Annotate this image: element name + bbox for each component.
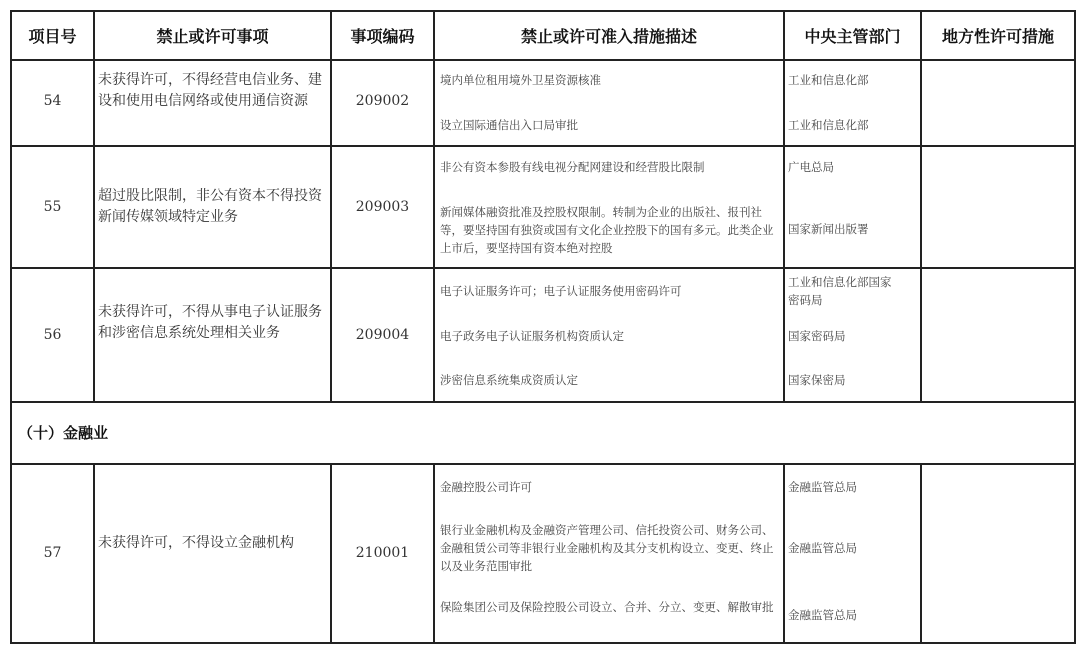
row-55-desc-1: 非公有资本参股有线电视分配网建设和经营股比限制 (440, 160, 705, 174)
row-56-desc-3: 涉密信息系统集成资质认定 (440, 373, 578, 387)
header-description: 禁止或许可准入措施描述 (520, 26, 697, 46)
row-57-dept-2: 金融监管总局 (788, 541, 857, 555)
header-project-no: 项目号 (28, 26, 77, 46)
row-56-dept-1: 工业和信息化部国家密码局 (788, 275, 892, 307)
col-divider (920, 463, 922, 644)
row-56-dept-3: 国家保密局 (788, 373, 846, 387)
header-item: 禁止或许可事项 (156, 26, 269, 46)
row-57-desc-1: 金融控股公司许可 (440, 480, 532, 494)
row-divider (10, 401, 1076, 403)
row-56-code: 209004 (355, 327, 410, 343)
col-divider (783, 463, 785, 644)
header-central-dept: 中央主管部门 (804, 26, 901, 46)
row-54-dept-2: 工业和信息化部 (788, 118, 869, 132)
row-57-desc-2: 银行业金融机构及金融资产管理公司、信托投资公司、财务公司、金融租赁公司等非银行业金融机构及其分支机构设立、变更、终止以及业务范围审批 (440, 523, 774, 573)
section-divider (10, 463, 1076, 465)
row-55-code: 209003 (355, 199, 410, 215)
row-56-no: 56 (43, 327, 62, 343)
section-heading-finance: （十）金融业 (18, 424, 109, 442)
row-54-desc-2: 设立国际通信出入口局审批 (440, 118, 578, 132)
table-border-right (1074, 10, 1076, 644)
row-56-dept-2: 国家密码局 (788, 329, 846, 343)
col-divider (783, 10, 785, 402)
row-56-item: 未获得许可，不得从事电子认证服务和涉密信息系统处理相关业务 (98, 304, 322, 341)
col-divider (93, 10, 95, 402)
row-54-code: 209002 (355, 93, 410, 109)
row-57-desc-3: 保险集团公司及保险控股公司设立、合并、分立、变更、解散审批 (440, 600, 774, 614)
row-57-code: 210001 (355, 545, 410, 561)
row-55-dept-2: 国家新闻出版署 (788, 222, 869, 236)
row-57-no: 57 (43, 545, 62, 561)
row-divider (10, 145, 1076, 147)
col-divider (93, 463, 95, 644)
row-55-no: 55 (43, 199, 62, 215)
col-divider (433, 463, 435, 644)
table-border-bottom (10, 642, 1076, 644)
row-56-desc-2: 电子政务电子认证服务机构资质认定 (440, 329, 624, 343)
row-54-item: 未获得许可，不得经营电信业务、建设和使用电信网络或使用通信资源 (98, 72, 322, 109)
row-55-desc-2: 新闻媒体融资批准及控股权限制。转制为企业的出版社、报刊社等，要坚持国有独资或国有文化企业控股下的国有多元。此类企业上市后，要坚持国有资本绝对控股 (440, 205, 774, 255)
header-code: 事项编码 (350, 26, 415, 46)
row-55-dept-1: 广电总局 (788, 160, 834, 174)
col-divider (920, 10, 922, 402)
row-57-item: 未获得许可，不得设立金融机构 (98, 535, 294, 551)
row-57-dept-1: 金融监管总局 (788, 480, 857, 494)
row-54-no: 54 (43, 93, 62, 109)
row-54-dept-1: 工业和信息化部 (788, 73, 869, 87)
row-divider (10, 267, 1076, 269)
row-56-desc-1: 电子认证服务许可；电子认证服务使用密码许可 (440, 284, 682, 298)
row-54-desc-1: 境内单位租用境外卫星资源核准 (440, 73, 601, 87)
header-local-measures: 地方性许可措施 (941, 26, 1054, 46)
row-55-item: 超过股比限制，非公有资本不得投资新闻传媒领域特定业务 (98, 188, 322, 225)
col-divider (433, 10, 435, 402)
row-57-dept-3: 金融监管总局 (788, 608, 857, 622)
